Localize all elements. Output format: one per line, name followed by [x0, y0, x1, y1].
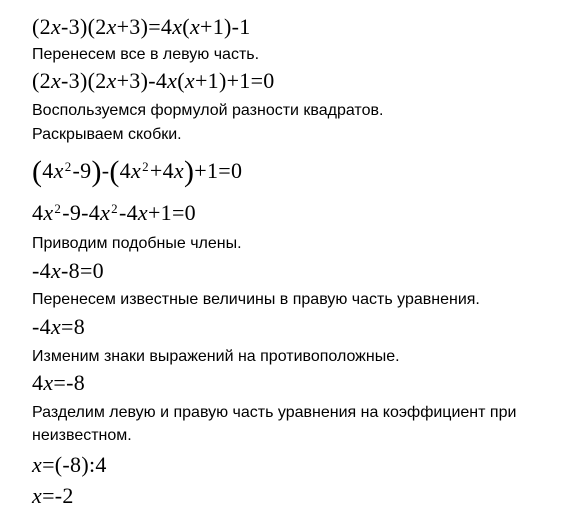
- step-text-divide-line1: Разделим левую и правую часть уравнения на коэффициент при: [32, 404, 517, 421]
- step-text-change-signs: Изменим знаки выражений на противоположные.: [32, 348, 400, 365]
- step-text-move-left: Перенесем все в левую часть.: [32, 46, 260, 63]
- equation-moved-left: (2x-3)(2x+3)-4x(x+1)+1=0: [32, 68, 275, 93]
- equation-division: x=(-8):4: [32, 452, 107, 477]
- step-text-difference-of-squares: Воспользуемся формулой разности квадратов.: [32, 102, 384, 119]
- equation-without-brackets: $4x^2-9-4x^2-4x+1=0$: [32, 200, 196, 225]
- equation-signs-changed: 4x=-8: [32, 370, 86, 395]
- step-text-expand-brackets: Раскрываем скобки.: [32, 126, 182, 143]
- step-text-combine-like-terms: Приводим подобные члены.: [32, 235, 242, 252]
- equation-simplified: -4x-8=0: [32, 258, 104, 283]
- equation-isolated: -4x=8: [32, 314, 86, 339]
- equation-answer: x=-2: [32, 483, 74, 508]
- step-text-divide-line2: неизвестном.: [32, 427, 132, 444]
- equation-expanded: $(4x^2-9)-(4x^2+4x)+1=0$: [32, 155, 243, 188]
- step-text-move-constants: Перенесем известные величины в правую часть уравнения.: [32, 291, 480, 308]
- equation-original: (2x-3)(2x+3)=4x(x+1)-1: [32, 14, 251, 39]
